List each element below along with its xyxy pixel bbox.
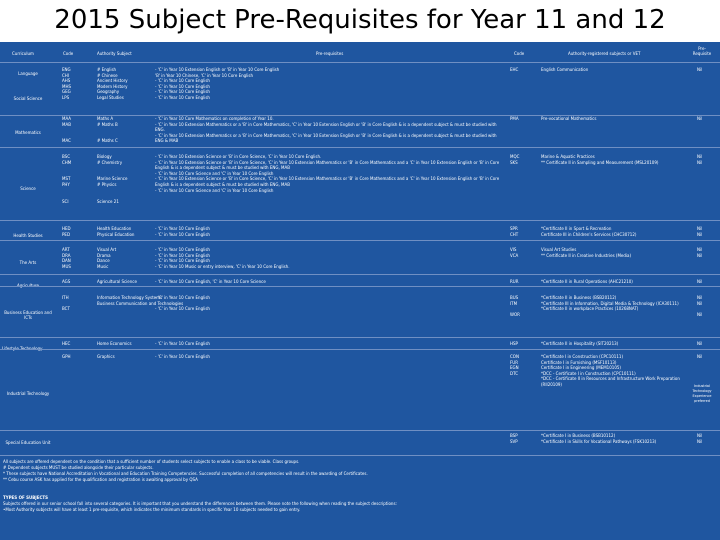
divider <box>0 349 720 350</box>
prerequisites-cell: - 'C' in Year 10 Core Mathematics on completion of Year 10. - 'C' in Year 10 Extension Mathematics or a 'B' in Core Mathematics, 'C' in Year 10 Extension English or 'B' in Core English & is a dependent subject & must be studied with ENG. - 'C' in Year 10 Extension Mathematics or a 'B' in Core Mathematics, 'C' in Year 10 Extension English or 'B' in Core English & is a dependent subject & must be studied with ENG & MAB <box>155 116 497 144</box>
header-curriculum: Curriculum <box>12 51 34 56</box>
divider <box>0 430 720 431</box>
subjects-cell: # English # Chinese Ancient History Modern History Geography Legal Studies <box>97 67 128 100</box>
nil-cell: Nil <box>697 116 703 121</box>
subjects-cell: Maths A # Maths B # Maths C <box>97 116 118 144</box>
codes-cell: BSC CHM MST PHY SCI <box>62 154 72 204</box>
footer-note: * These subjects have National Accreditation in Vocational and Education Training Competencies. Successful completion of all competencies will result in the awarding of Certificates. <box>3 471 368 476</box>
header-prerequisites: Pre-requisites <box>316 51 344 56</box>
vet-subjects-cell: *Certificate II in Rural Operations (AHC21210) <box>541 279 633 284</box>
vet-codes-cell: EHC <box>510 67 519 72</box>
header-prerequisite: Pre-Requisite <box>692 46 712 56</box>
divider <box>0 240 720 241</box>
nil-cell: Nil Nil Nil <box>697 295 703 317</box>
nil-cell: Nil Nil <box>697 154 703 165</box>
divider <box>0 286 720 287</box>
vet-codes-cell: BUS ITM WOR <box>510 295 520 317</box>
divider <box>0 62 720 63</box>
types-note: Subjects offered in our senior school fall into several categories. It is important that you understand the differences between them. Please note the following when reading the subject descriptions: <box>3 501 397 506</box>
codes-cell: GPH <box>62 354 71 359</box>
codes-cell: MAA MAB MAC <box>62 116 72 144</box>
subjects-cell: Visual Art Drama Dance Music <box>97 247 117 269</box>
vet-codes-cell: CON FUR EGN DTC <box>510 354 519 376</box>
vet-subjects-cell: Visual Art Studies ** Certificate II in Creative Industries (Media) <box>541 247 632 258</box>
nil-cell: Nil Nil <box>697 247 703 258</box>
industrial-note: Industrial Technology Experience preferred <box>692 384 713 403</box>
group-label: Industrial Technology <box>6 391 50 396</box>
codes-cell: ITH BCT <box>62 295 70 312</box>
prerequisites-cell: - 'C' in Year 10 Core English <box>155 354 210 359</box>
vet-subjects-cell: *Certificate II in Hospitality (SIT20213) <box>541 341 619 346</box>
nil-cell: Nil Nil <box>697 433 703 444</box>
prerequisites-cell: - 'C' in Year 10 Extension Science or 'B' in Core Science, 'C' in Year 10 Core English. - 'C' in Year 10 Extension Science or 'B' in Core Science, 'C' in Year 10 Extension Mathematics or 'B' in Core Mathematics and a 'C' in Year 10 Extension English or 'B' in Core English & is a dependent subject & must be studied with ENG, MAB - 'C' in Year 10 Core Science and 'C' in Year 10 Core English - 'C' in Year 10 Extension Science or 'B' in Core Science, 'C' in Year 10 Extension Mathematics or 'B' in Core Mathematics and a 'C' in Year 10 Extension English or 'B' in Core English & is a dependent subject & must be studied with ENG, MAB - 'C' in Year 10 Core Science and 'C' in Year 10 Core English <box>155 154 500 193</box>
vet-subjects-cell: *Certificate I in Construction (CPC10111) Certificate I in Furnishing (MSF10113) Certificate I in Engineering (MEM10105) *DCC - Certificate I in Construction (CPC10111) *DCC - Certificate II in Resources and Infrastructure Work Preparation (RII20109) <box>541 354 680 387</box>
prerequisites-cell: - 'C' in Year 10 Core English - 'C' in Year 10 Core English <box>155 295 210 312</box>
divider <box>0 455 720 456</box>
footer-note: # Dependent subjects MUST be studied alongside their particular subjects. <box>3 465 154 470</box>
prerequisites-cell: - 'C' in Year 10 Core English, 'C' in Year 10 Core Science <box>155 279 266 284</box>
codes-cell: HEC <box>62 341 71 346</box>
codes-cell: HED PED <box>62 226 71 237</box>
group-label: Business Education and ICTs <box>4 310 52 320</box>
types-heading: TYPES OF SUBJECTS <box>3 495 49 500</box>
group-label: Science <box>20 186 36 191</box>
vet-codes-cell: PMA <box>510 116 519 121</box>
vet-codes-cell: VIS VCA <box>510 247 519 258</box>
subjects-cell: Agricultural Science <box>97 279 137 284</box>
vet-subjects-cell: Marine & Aquatic Practices ** Certificate II in Sampling and Measurement (MSL20109) <box>541 154 659 165</box>
footer-note: ** Cebu course ASK has applied for the qualification and registration is awaiting approval by QSA <box>3 477 198 482</box>
nil-cell: Nil <box>697 341 703 346</box>
group-label: Language <box>18 71 38 76</box>
header-code-vet: Code <box>514 51 525 56</box>
prerequisites-table <box>0 42 720 540</box>
types-note: •Most Authority subjects will have at least 1 pre-requisite, which indicates the minimum standards in specific Year 10 subjects needed to gain entry. <box>3 507 301 512</box>
nil-cell: Nil Nil <box>697 226 703 237</box>
header-code: Code <box>63 51 74 56</box>
divider <box>0 337 720 338</box>
divider <box>0 220 720 221</box>
vet-subjects-cell: *Certificate I in Business (BSB10112) *Certificate I in Skills for Vocational Pathways (FSK10213) <box>541 433 657 444</box>
group-label: Mathematics <box>15 130 41 135</box>
prerequisites-cell: - 'C' in Year 10 Extension English or 'B' in Year 10 Core English 'B' in Year 10 Chinese, 'C' in Year 10 Core English - 'C' in Year 10 Core English - 'C' in Year 10 Core English - 'C' in Year 10 Core English - 'C' in Year 10 Core English <box>155 67 280 100</box>
header-vet-subjects: Authority-registered subjects or VET <box>568 51 641 56</box>
codes-cell: ENG CHI AHS MHS GEG LPS <box>62 67 71 100</box>
prerequisites-cell: - 'C' in Year 10 Core English - 'C' in Year 10 Core English - 'C' in Year 10 Core English - 'C' in Year 10 Music or entry interview, 'C' in Year 10 Core English. <box>155 247 290 269</box>
vet-codes-cell: BSP SVP <box>510 433 518 444</box>
subjects-cell: Information Technology Systems Business Communication and Technologies <box>97 295 184 306</box>
divider <box>0 274 720 275</box>
vet-subjects-cell: English Communication <box>541 67 589 72</box>
nil-cell: Nil <box>697 67 703 72</box>
subjects-cell: Graphics <box>97 354 115 359</box>
group-label: Health Studies <box>13 233 43 238</box>
nil-cell: Nil <box>697 279 703 284</box>
vet-codes-cell: MQC SKS <box>510 154 520 165</box>
divider <box>0 147 720 148</box>
codes-cell: ART DRA DAN MUS <box>62 247 71 269</box>
subjects-cell: Home Economics <box>97 341 132 346</box>
nil-cell: Nil <box>697 354 703 359</box>
vet-codes-cell: SPR CHT <box>510 226 519 237</box>
group-label: Social Science <box>13 96 43 101</box>
group-label: Special Education Unit <box>5 440 51 445</box>
subjects-cell: Health Education Physical Education <box>97 226 135 237</box>
page-title: 2015 Subject Pre-Requisites for Year 11 and 12 <box>54 5 666 35</box>
vet-codes-cell: RUR <box>510 279 519 284</box>
header-authority-subject: Authority Subject <box>97 51 132 56</box>
prerequisites-cell: - 'C' in Year 10 Core English <box>155 341 210 346</box>
vet-subjects-cell: *Certificate II in Sport & Recreation Certificate III in Children's Services (CHC30712) <box>541 226 637 237</box>
vet-codes-cell: HSP <box>510 341 518 346</box>
prerequisites-cell: - 'C' in Year 10 Core English - 'C' in Year 10 Core English <box>155 226 210 237</box>
group-label: The Arts <box>19 260 37 265</box>
vet-subjects-cell: *Certificate II in Business (BSB20112) *Certificate III in Information, Digital Media & Technology (ICA30111) *Certificate II in workplace Practices (10268NAT) <box>541 295 679 312</box>
codes-cell: AGS <box>62 279 71 284</box>
footer-note: All subjects are offered dependent on the condition that a sufficient number of students select subjects to enable a class to be viable. Class groups. <box>3 459 300 464</box>
subjects-cell: Biology # Chemistry Marine Science # Physics Science 21 <box>97 154 128 204</box>
vet-subjects-cell: Pre-vocational Mathematics <box>541 116 597 121</box>
